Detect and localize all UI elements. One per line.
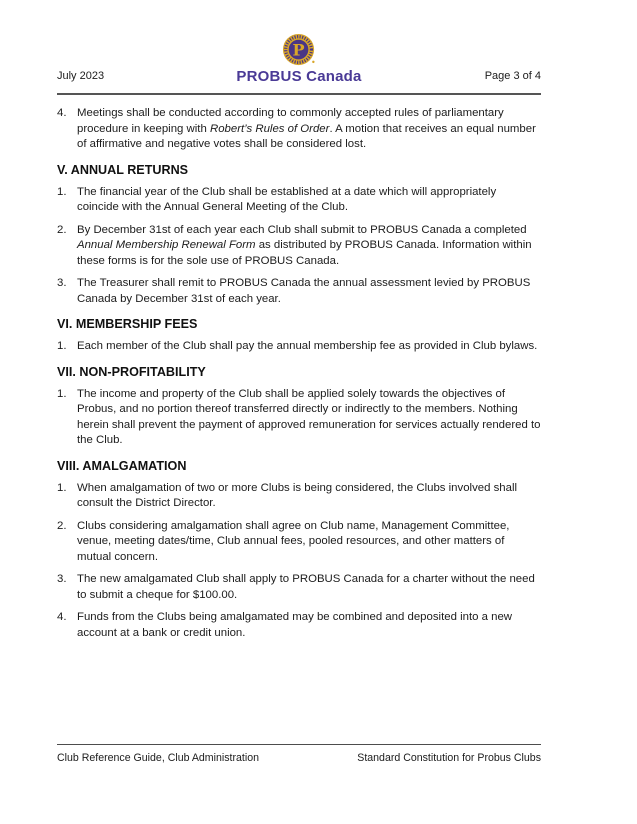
list-item-text: The Treasurer shall remit to PROBUS Canada the annual assessment levied by PROBUS Canada by December 31st of each year.: [77, 277, 531, 305]
footer-rule: [57, 744, 541, 745]
list-item-number: 4.: [57, 611, 67, 623]
list-item-text: The income and property of the Club shall be applied solely towards the objectives of Probus, and no portion thereof transferred directly or indirectly to the members. Nothing herein shall prevent the payment of approved remuneration for services actually rendered to the Club.: [77, 387, 541, 446]
list-item-text: When amalgamation of two or more Clubs is being considered, the Clubs involved shall consult the District Director.: [77, 481, 518, 509]
list-item-number: 2.: [57, 519, 67, 532]
list-item-viii-4: [57, 610, 541, 641]
list-item-v-2: [57, 223, 541, 270]
header-date: July 2023: [57, 70, 105, 82]
list-item-iv-4: [57, 106, 541, 153]
footer-right-text: Standard Constitution for Probus Clubs: [357, 752, 541, 764]
section-heading-vi: VI. MEMBERSHIP FEES: [57, 317, 198, 331]
list-item-text: Clubs considering amalgamation shall agree on Club name, Management Committee, venue, meeting dates/time, Club annual fees, pooled resources, and other matters of mutual concern.: [77, 519, 510, 563]
text-segment: By December 31st of each year each Club shall submit to PROBUS Canada a completed: [77, 223, 527, 236]
list-item-number: 1.: [57, 185, 67, 198]
list-item-text: [77, 106, 541, 153]
list-item-number: 2.: [57, 223, 67, 236]
list-item-number: 1.: [57, 340, 67, 352]
list-item-number: 3.: [57, 573, 67, 585]
list-item-text: Each member of the Club shall pay the annual membership fee as provided in Club bylaws.: [77, 340, 538, 352]
list-item-v-3: [57, 276, 541, 307]
list-item-text: [77, 223, 541, 270]
page-footer: [57, 744, 541, 764]
list-item-number: 1.: [57, 481, 67, 494]
header-rule: [57, 93, 541, 95]
text-segment: as distributed by PROBUS Canada. Information within these forms is for the sole use of PROBUS Canada.: [77, 239, 532, 267]
list-item-vi-1: [57, 339, 541, 355]
list-item-text: The new amalgamated Club shall apply to PROBUS Canada for a charter without the need to submit a cheque for $100.00.: [77, 573, 535, 601]
italic-phrase: Annual Membership Renewal Form: [77, 239, 256, 251]
section-heading-v: V. ANNUAL RETURNS: [57, 162, 189, 177]
text-segment: . A motion that receives an equal number of affirmative and negative votes shall be considered lost.: [77, 122, 536, 150]
list-item-vii-1: [57, 387, 541, 449]
document-body: [57, 106, 541, 641]
brand-block: [236, 33, 361, 85]
footer-left-text: Club Reference Guide, Club Administration: [57, 752, 259, 764]
list-item-viii-3: [57, 572, 541, 603]
registered-mark-dot: [312, 61, 314, 63]
italic-phrase: Robert’s Rules of Order: [209, 122, 330, 135]
list-item-number: 3.: [57, 277, 67, 289]
probus-logo-icon: [282, 33, 316, 67]
list-item-number: 1.: [57, 387, 67, 400]
list-item-text: Funds from the Clubs being amalgamated may be combined and deposited into a new account at a bank or credit union.: [77, 611, 513, 639]
list-item-v-1: [57, 185, 541, 216]
list-item-number: 4.: [57, 107, 67, 119]
page-header: [57, 33, 541, 85]
logo-letter: P: [292, 40, 305, 60]
section-heading-vii: VII. NON-PROFITABILITY: [57, 364, 206, 379]
brand-name: PROBUS Canada: [236, 68, 362, 85]
text-segment: Meetings shall be conducted according to commonly accepted rules of parliamentary procedure in keeping with: [77, 107, 504, 135]
section-heading-viii: VIII. AMALGAMATION: [57, 458, 187, 473]
list-item-text: The financial year of the Club shall be established at a date which will appropriately coincide with the Annual General Meeting of the Club.: [77, 185, 497, 213]
list-item-viii-2: [57, 519, 541, 566]
list-item-viii-1: [57, 481, 541, 512]
header-page-number: Page 3 of 4: [484, 70, 541, 82]
